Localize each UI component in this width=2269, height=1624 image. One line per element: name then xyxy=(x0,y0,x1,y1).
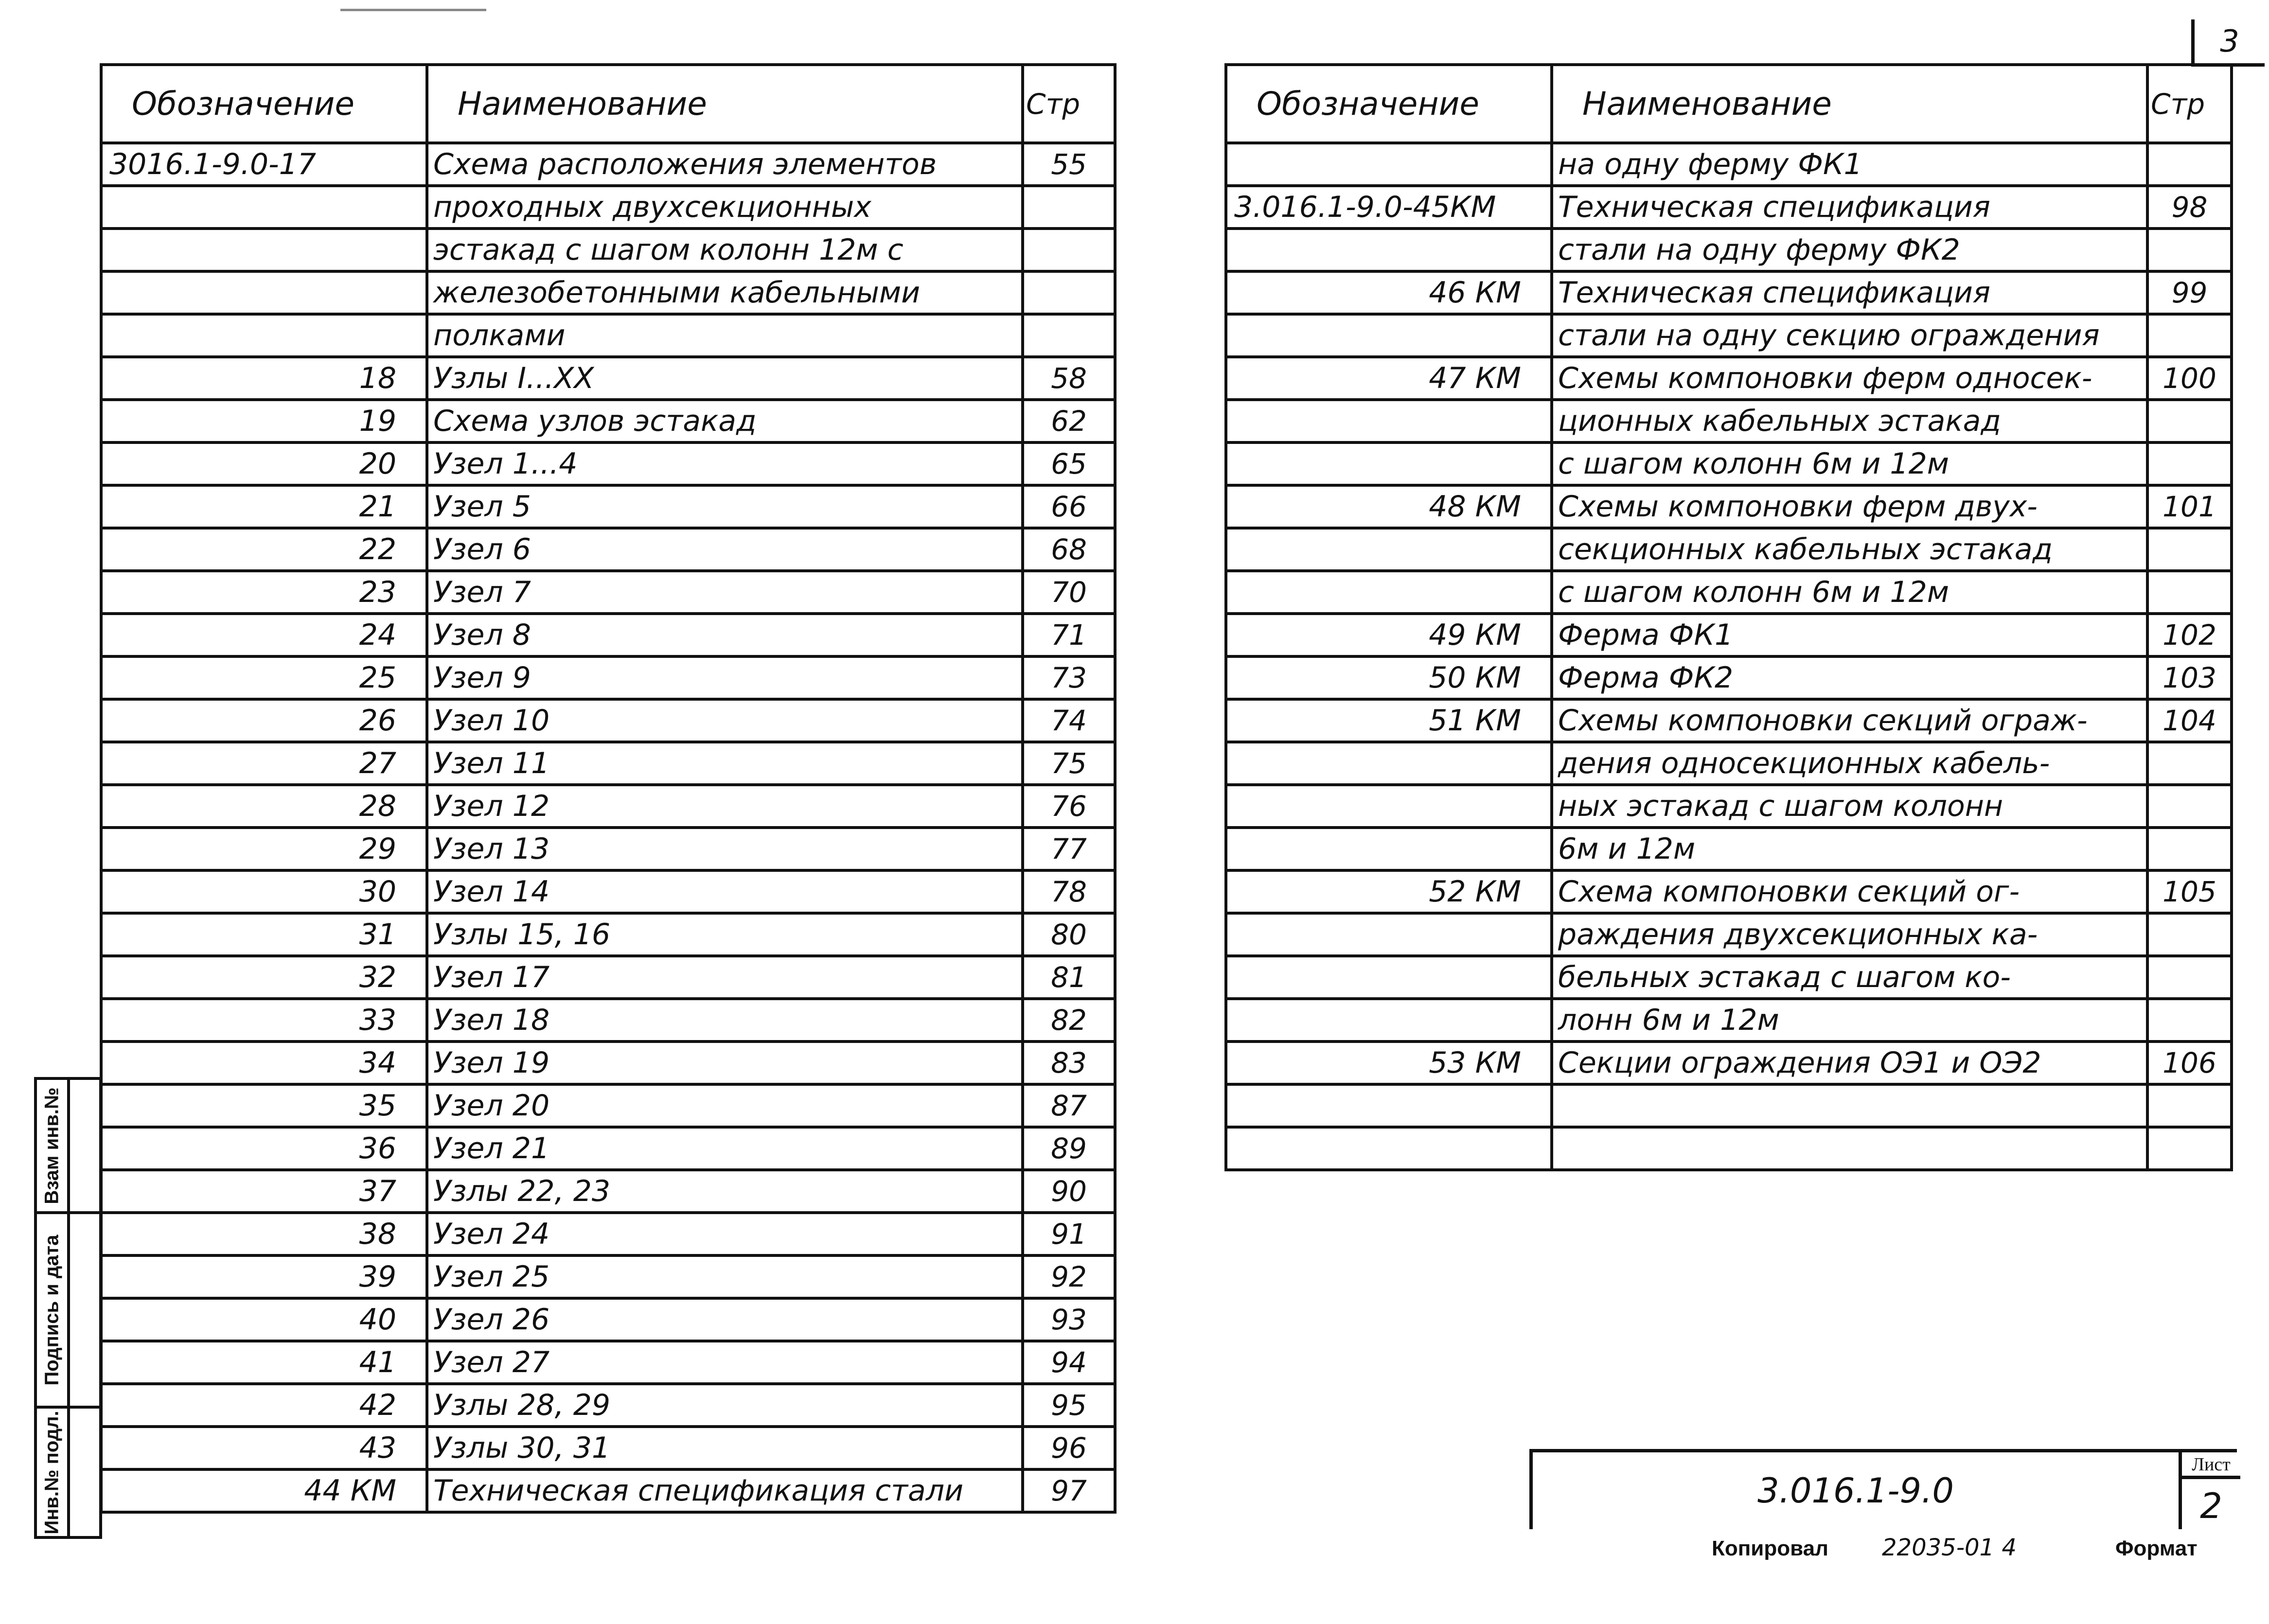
table-row xyxy=(101,913,1115,956)
row-name: ционных кабельных эстакад xyxy=(1552,400,2147,442)
row-name: с шагом колонн 6м и 12м xyxy=(1552,442,2147,485)
row-page xyxy=(2147,1127,2232,1170)
table-row xyxy=(1226,143,2232,186)
row-name: раждения двухсекционных ка- xyxy=(1552,913,2147,956)
row-page: 80 xyxy=(1023,913,1115,956)
table-row xyxy=(101,1469,1115,1512)
table-row xyxy=(101,1041,1115,1084)
row-name: железобетонными кабельными xyxy=(427,271,1023,314)
row-name: Узел 18 xyxy=(427,999,1023,1041)
table-row xyxy=(1226,699,2232,742)
row-page: 105 xyxy=(2147,870,2232,913)
row-name: Узел 7 xyxy=(427,571,1023,614)
row-code: 42 xyxy=(101,1384,427,1427)
row-code: 19 xyxy=(101,400,427,442)
row-page: 66 xyxy=(1023,485,1115,528)
row-page xyxy=(2147,528,2232,571)
table-row xyxy=(101,1084,1115,1127)
row-code: 27 xyxy=(101,742,427,785)
row-code: 30 xyxy=(101,870,427,913)
table-row xyxy=(101,571,1115,614)
top-rule xyxy=(340,9,486,11)
table-row xyxy=(101,442,1115,485)
row-name: Техническая спецификация xyxy=(1552,271,2147,314)
document-code: 3.016.1-9.0 xyxy=(1533,1452,2182,1529)
row-name: секционных кабельных эстакад xyxy=(1552,528,2147,571)
row-page xyxy=(1023,229,1115,271)
sheet-label: Лист xyxy=(2182,1452,2240,1479)
row-page: 75 xyxy=(1023,742,1115,785)
row-page xyxy=(2147,742,2232,785)
table-row xyxy=(1226,1127,2232,1170)
row-page: 90 xyxy=(1023,1170,1115,1213)
table-row xyxy=(1226,229,2232,271)
row-name: с шагом колонн 6м и 12м xyxy=(1552,571,2147,614)
table-row xyxy=(1226,614,2232,656)
table-row xyxy=(101,785,1115,828)
row-code xyxy=(1226,1127,1552,1170)
row-page: 65 xyxy=(1023,442,1115,485)
row-page: 106 xyxy=(2147,1041,2232,1084)
row-code xyxy=(1226,742,1552,785)
row-name: Узел 24 xyxy=(427,1213,1023,1255)
table-row xyxy=(1226,400,2232,442)
row-name: Узел 26 xyxy=(427,1298,1023,1341)
table-row xyxy=(1226,785,2232,828)
row-name: проходных двухсекционных xyxy=(427,186,1023,229)
format-label: Формат xyxy=(2115,1536,2198,1560)
table-row xyxy=(1226,956,2232,999)
row-page: 92 xyxy=(1023,1255,1115,1298)
row-name: Узел 8 xyxy=(427,614,1023,656)
row-code: 51 КМ xyxy=(1226,699,1552,742)
title-block xyxy=(1529,1449,2237,1529)
table-row xyxy=(1226,271,2232,314)
row-code xyxy=(101,229,427,271)
table-row xyxy=(101,1213,1115,1255)
row-name: бельных эстакад с шагом ко- xyxy=(1552,956,2147,999)
table-row xyxy=(1226,913,2232,956)
row-page: 102 xyxy=(2147,614,2232,656)
row-code: 3016.1-9.0-17 xyxy=(101,143,427,186)
table-row xyxy=(101,699,1115,742)
row-code: 3.016.1-9.0-45КМ xyxy=(1226,186,1552,229)
table-row xyxy=(101,528,1115,571)
row-name: Узел 13 xyxy=(427,828,1023,870)
table-row xyxy=(1226,485,2232,528)
row-code xyxy=(1226,571,1552,614)
row-code xyxy=(1226,528,1552,571)
row-name: Техническая спецификация стали xyxy=(427,1469,1023,1512)
strip-label-original: Инв.№ подл. xyxy=(41,1410,63,1535)
table-row xyxy=(1226,1041,2232,1084)
sheet-number: 2 xyxy=(2200,1485,2222,1526)
row-code: 24 xyxy=(101,614,427,656)
row-page: 74 xyxy=(1023,699,1115,742)
table-row xyxy=(101,742,1115,785)
row-code: 36 xyxy=(101,1127,427,1170)
row-name: лонн 6м и 12м xyxy=(1552,999,2147,1041)
row-code xyxy=(1226,913,1552,956)
row-code xyxy=(1226,785,1552,828)
row-page: 78 xyxy=(1023,870,1115,913)
row-page: 91 xyxy=(1023,1213,1115,1255)
row-page: 101 xyxy=(2147,485,2232,528)
row-code: 34 xyxy=(101,1041,427,1084)
table-row xyxy=(1226,357,2232,400)
table-row xyxy=(101,828,1115,870)
header-code: Обозначение xyxy=(1226,65,1552,143)
row-page xyxy=(1023,314,1115,357)
row-page: 98 xyxy=(2147,186,2232,229)
table-row xyxy=(101,999,1115,1041)
row-page xyxy=(2147,913,2232,956)
row-page: 87 xyxy=(1023,1084,1115,1127)
row-code: 44 КМ xyxy=(101,1469,427,1512)
row-code: 23 xyxy=(101,571,427,614)
row-page xyxy=(2147,571,2232,614)
row-name: 6м и 12м xyxy=(1552,828,2147,870)
header-name: Наименование xyxy=(427,65,1023,143)
row-name: Узел 20 xyxy=(427,1084,1023,1127)
right-table-body xyxy=(1226,143,2232,1170)
row-page xyxy=(1023,271,1115,314)
row-code xyxy=(101,314,427,357)
row-name: Секции ограждения ОЭ1 и ОЭ2 xyxy=(1552,1041,2147,1084)
row-page: 96 xyxy=(1023,1427,1115,1469)
row-code xyxy=(1226,999,1552,1041)
row-code xyxy=(101,186,427,229)
row-code: 25 xyxy=(101,656,427,699)
row-code: 38 xyxy=(101,1213,427,1255)
row-name: Узел 19 xyxy=(427,1041,1023,1084)
page-number: 3 xyxy=(2191,19,2265,67)
table-row xyxy=(1226,656,2232,699)
copy-number: 22035-01 4 xyxy=(1882,1534,2017,1561)
table-row xyxy=(101,271,1115,314)
row-page: 71 xyxy=(1023,614,1115,656)
row-name: Узел 27 xyxy=(427,1341,1023,1384)
row-code: 52 КМ xyxy=(1226,870,1552,913)
row-code: 47 КМ xyxy=(1226,357,1552,400)
right-contents-table xyxy=(1224,63,2233,1171)
row-page: 55 xyxy=(1023,143,1115,186)
row-page: 104 xyxy=(2147,699,2232,742)
row-page: 76 xyxy=(1023,785,1115,828)
row-name: Узел 25 xyxy=(427,1255,1023,1298)
row-code: 20 xyxy=(101,442,427,485)
row-name: Узел 21 xyxy=(427,1127,1023,1170)
row-code xyxy=(1226,314,1552,357)
row-page: 73 xyxy=(1023,656,1115,699)
row-page: 97 xyxy=(1023,1469,1115,1512)
row-name: полками xyxy=(427,314,1023,357)
row-page xyxy=(2147,400,2232,442)
row-name: Узел 5 xyxy=(427,485,1023,528)
row-page: 89 xyxy=(1023,1127,1115,1170)
row-code: 35 xyxy=(101,1084,427,1127)
row-name: стали на одну ферму ФК2 xyxy=(1552,229,2147,271)
table-row xyxy=(1226,1084,2232,1127)
row-page xyxy=(2147,828,2232,870)
table-row xyxy=(101,400,1115,442)
table-row xyxy=(101,1341,1115,1384)
row-name: Узел 11 xyxy=(427,742,1023,785)
row-name: ных эстакад с шагом колонн xyxy=(1552,785,2147,828)
row-code xyxy=(1226,400,1552,442)
row-page: 83 xyxy=(1023,1041,1115,1084)
table-row xyxy=(1226,999,2232,1041)
header-page: Стр xyxy=(2147,65,2232,143)
row-page: 99 xyxy=(2147,271,2232,314)
binding-strip xyxy=(34,1077,102,1539)
row-name: Схема узлов эстакад xyxy=(427,400,1023,442)
left-table-body xyxy=(101,143,1115,1512)
row-code: 29 xyxy=(101,828,427,870)
row-code xyxy=(1226,229,1552,271)
header-name: Наименование xyxy=(1552,65,2147,143)
row-page xyxy=(2147,785,2232,828)
table-row xyxy=(101,1384,1115,1427)
table-row xyxy=(101,870,1115,913)
row-page: 62 xyxy=(1023,400,1115,442)
table-row xyxy=(1226,571,2232,614)
strip-label-replacement: Взам инв.№ xyxy=(41,1087,63,1204)
row-code: 26 xyxy=(101,699,427,742)
row-code: 48 КМ xyxy=(1226,485,1552,528)
row-page: 81 xyxy=(1023,956,1115,999)
table-row xyxy=(101,357,1115,400)
row-name: Схемы компоновки секций ограж- xyxy=(1552,699,2147,742)
row-page: 58 xyxy=(1023,357,1115,400)
table-row xyxy=(101,143,1115,186)
row-code: 43 xyxy=(101,1427,427,1469)
row-page xyxy=(2147,229,2232,271)
row-code: 18 xyxy=(101,357,427,400)
row-name: Узлы 30, 31 xyxy=(427,1427,1023,1469)
row-code xyxy=(1226,442,1552,485)
row-page xyxy=(1023,186,1115,229)
row-code: 41 xyxy=(101,1341,427,1384)
row-code: 46 КМ xyxy=(1226,271,1552,314)
row-name: Узел 9 xyxy=(427,656,1023,699)
row-page: 82 xyxy=(1023,999,1115,1041)
row-name: Узел 6 xyxy=(427,528,1023,571)
table-row xyxy=(1226,828,2232,870)
row-code: 28 xyxy=(101,785,427,828)
table-row xyxy=(101,1298,1115,1341)
table-row xyxy=(101,1427,1115,1469)
table-row xyxy=(1226,442,2232,485)
row-page xyxy=(2147,956,2232,999)
row-page xyxy=(2147,314,2232,357)
table-row xyxy=(101,485,1115,528)
table-row xyxy=(1226,528,2232,571)
table-header-row xyxy=(101,65,1115,143)
table-row xyxy=(1226,314,2232,357)
row-name: Схемы компоновки ферм двух- xyxy=(1552,485,2147,528)
row-name: Узел 12 xyxy=(427,785,1023,828)
row-page: 94 xyxy=(1023,1341,1115,1384)
row-name: Узел 10 xyxy=(427,699,1023,742)
header-code: Обозначение xyxy=(101,65,427,143)
row-code: 53 КМ xyxy=(1226,1041,1552,1084)
row-name xyxy=(1552,1127,2147,1170)
row-name: Узлы I...XX xyxy=(427,357,1023,400)
row-page: 70 xyxy=(1023,571,1115,614)
table-row xyxy=(1226,742,2232,785)
row-name: Узлы 15, 16 xyxy=(427,913,1023,956)
row-code xyxy=(1226,1084,1552,1127)
table-row xyxy=(101,1127,1115,1170)
table-row xyxy=(101,614,1115,656)
row-page: 68 xyxy=(1023,528,1115,571)
row-name: на одну ферму ФК1 xyxy=(1552,143,2147,186)
row-name: Схема расположения элементов xyxy=(427,143,1023,186)
row-page xyxy=(2147,1084,2232,1127)
row-page xyxy=(2147,143,2232,186)
row-name: Схемы компоновки ферм односек- xyxy=(1552,357,2147,400)
row-code: 33 xyxy=(101,999,427,1041)
row-name: Узел 17 xyxy=(427,956,1023,999)
row-code: 49 КМ xyxy=(1226,614,1552,656)
row-code xyxy=(1226,956,1552,999)
row-code: 39 xyxy=(101,1255,427,1298)
row-code xyxy=(101,271,427,314)
row-code: 31 xyxy=(101,913,427,956)
row-name: Ферма ФК2 xyxy=(1552,656,2147,699)
row-code: 40 xyxy=(101,1298,427,1341)
row-code: 37 xyxy=(101,1170,427,1213)
row-code: 22 xyxy=(101,528,427,571)
row-name: Узлы 22, 23 xyxy=(427,1170,1023,1213)
row-page: 100 xyxy=(2147,357,2232,400)
row-name: дения односекционных кабель- xyxy=(1552,742,2147,785)
row-name: Техническая спецификация xyxy=(1552,186,2147,229)
row-name xyxy=(1552,1084,2147,1127)
row-code xyxy=(1226,828,1552,870)
row-code: 21 xyxy=(101,485,427,528)
row-page: 95 xyxy=(1023,1384,1115,1427)
table-row xyxy=(101,314,1115,357)
left-contents-table xyxy=(100,63,1117,1514)
strip-vertical-rule xyxy=(67,1080,70,1536)
row-name: эстакад с шагом колонн 12м с xyxy=(427,229,1023,271)
table-row xyxy=(101,1170,1115,1213)
row-code: 50 КМ xyxy=(1226,656,1552,699)
strip-label-signature: Подпись и дата xyxy=(41,1235,63,1385)
table-row xyxy=(101,1255,1115,1298)
table-row xyxy=(101,229,1115,271)
row-page: 77 xyxy=(1023,828,1115,870)
table-row xyxy=(101,956,1115,999)
table-header-row xyxy=(1226,65,2232,143)
row-name: Узел 1...4 xyxy=(427,442,1023,485)
row-page: 103 xyxy=(2147,656,2232,699)
table-row xyxy=(1226,870,2232,913)
row-name: стали на одну секцию ограждения xyxy=(1552,314,2147,357)
copied-label: Копировал xyxy=(1712,1536,1829,1560)
row-name: Узел 14 xyxy=(427,870,1023,913)
row-code: 32 xyxy=(101,956,427,999)
header-page: Стр xyxy=(1023,65,1115,143)
row-page xyxy=(2147,999,2232,1041)
table-row xyxy=(101,656,1115,699)
row-name: Узлы 28, 29 xyxy=(427,1384,1023,1427)
row-page xyxy=(2147,442,2232,485)
table-row xyxy=(1226,186,2232,229)
row-page: 93 xyxy=(1023,1298,1115,1341)
table-row xyxy=(101,186,1115,229)
row-code xyxy=(1226,143,1552,186)
row-name: Ферма ФК1 xyxy=(1552,614,2147,656)
row-name: Схема компоновки секций ог- xyxy=(1552,870,2147,913)
